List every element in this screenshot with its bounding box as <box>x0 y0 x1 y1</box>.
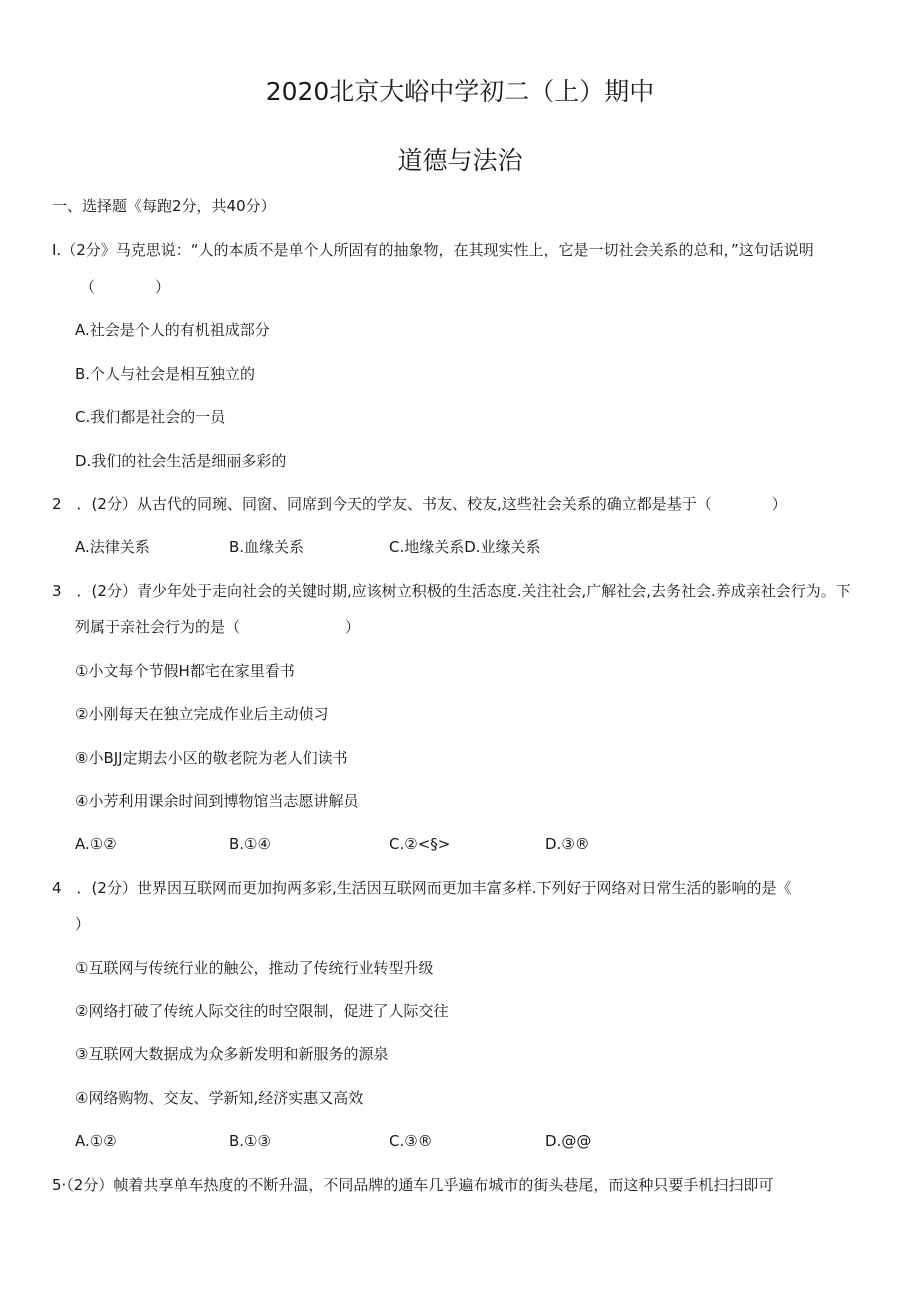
question-1-option-a: A.社会是个人的有机祖成部分 <box>75 321 270 339</box>
document-subject: 道德与法治 <box>397 146 523 175</box>
question-1-option-c: C.我们都是社会的一员 <box>75 408 226 426</box>
question-2-option-a: A.法律关系 <box>75 538 150 556</box>
question-1-option-d: D.我们的社会生活是细丽多彩的 <box>75 452 287 470</box>
question-1-blank: （ ） <box>80 278 171 296</box>
question-2-option-b: B.血缘关系 <box>229 538 305 556</box>
question-4-option-c: C.③® <box>389 1132 433 1150</box>
section-header: 一、选择题《每跑2分，共40分） <box>52 197 276 215</box>
question-4-option-a: A.①② <box>75 1132 117 1150</box>
question-3-stem: 3 ．(2分）青少年处于走向社会的关键时期,应该树立积极的生活态度.关注社会,广解社会,去务社会.养成亲社会行为。下 <box>52 582 851 600</box>
question-5-stem: 5·（2分）帧着共享单车热度的不断升温，不同品牌的通车几乎遍布城市的街头巷尾，而这种只要手机扫扫即可 <box>52 1176 774 1194</box>
question-4-stem: 4 ．(2分）世界因互联网而更加拘两多彩,生活因互联网而更加丰富多样.下列好于网络对日常生活的影响的是《 <box>52 879 792 897</box>
question-4-statement-4: ④网络购物、交友、学新知,经济实惠又高效 <box>75 1089 364 1107</box>
question-3-option-c: C.②<§> <box>389 835 451 853</box>
question-4-statement-3: ③互联网大数据成为众多新发明和新服务的源泉 <box>75 1045 389 1063</box>
question-4-option-d: D.@@ <box>545 1132 592 1150</box>
question-4-statement-1: ①互联网与传统行业的触公，推动了传统行业转型升级 <box>75 959 434 977</box>
question-4-option-b: B.①③ <box>229 1132 271 1150</box>
question-2-stem: 2 ．(2分）从古代的同琬、同窗、同席到今天的学友、书友、校友,这些社会关系的确立都是基于（ ） <box>52 495 787 513</box>
document-title: 2020北京大峪中学初二（上）期中 <box>265 77 655 106</box>
question-3-option-d: D.③® <box>545 835 590 853</box>
question-1-option-b: B.个人与社会是相互独立的 <box>75 365 256 383</box>
question-1-stem: I.（2分》马克思说：“人的本质不是单个人所固有的抽象物，在其现实性上，它是一切社会关系的总和，”这句话说明 <box>52 241 814 259</box>
question-3-option-b: B.①④ <box>229 835 271 853</box>
question-3-statement-4: ④小芳利用课余时间到博物馆当志愿讲解员 <box>75 792 359 810</box>
question-3-stem-cont: 列属于亲社会行为的是（ ） <box>75 618 361 636</box>
question-3-option-a: A.①② <box>75 835 117 853</box>
question-3-statement-3: ⑧小BJJ定期去小区的敬老院为老人们读书 <box>75 749 348 767</box>
question-4-stem-cont: ） <box>75 915 91 933</box>
question-2-option-cd: C.地缘关系D.业缘关系 <box>389 538 541 556</box>
question-4-statement-2: ②网络打破了传统人际交往的时空限制，促进了人际交往 <box>75 1002 449 1020</box>
question-3-statement-1: ①小文每个节假H都宅在家里看书 <box>75 662 295 680</box>
question-3-statement-2: ②小刚每天在独立完成作业后主动侦习 <box>75 705 329 723</box>
